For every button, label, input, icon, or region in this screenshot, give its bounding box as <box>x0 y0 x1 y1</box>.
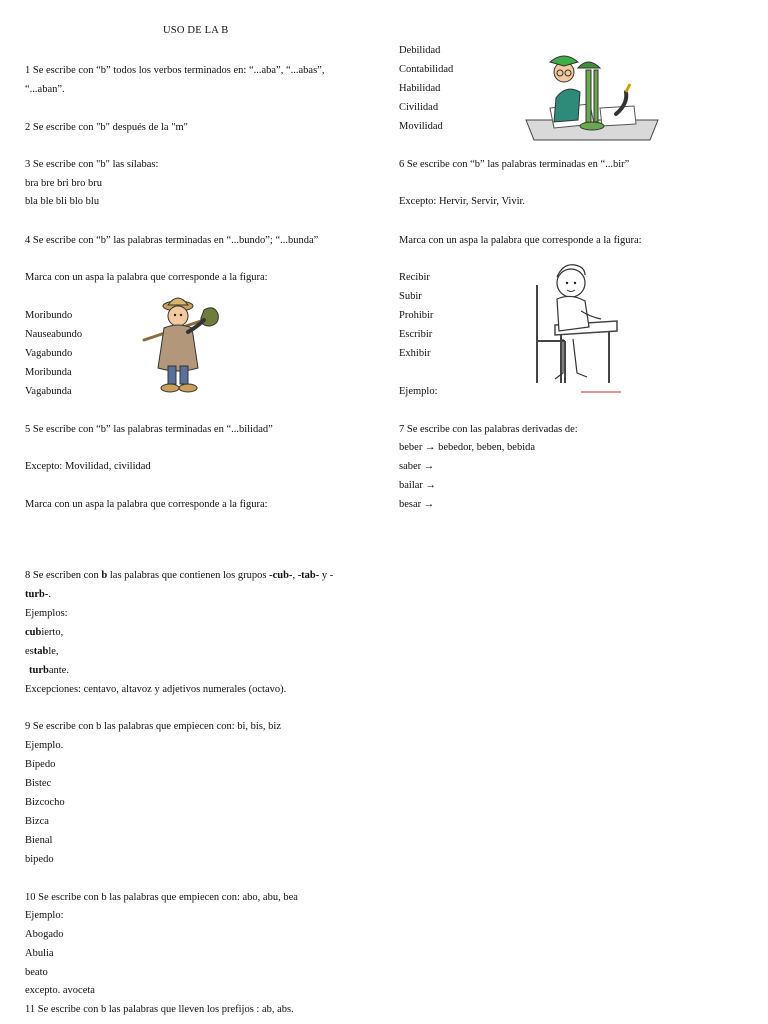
exception-10: excepto. avoceta <box>25 985 95 996</box>
rule-9: 9 Se escribe con b las palabras que empiecen con: bi, bis, biz <box>25 721 281 732</box>
rule-8-letter: b <box>101 570 108 581</box>
word-option: Vagabundo <box>25 348 73 359</box>
example-rest: le, <box>48 646 59 657</box>
instruction-mark-2: Marca con un aspa la palabra que corresponde a la figura: <box>25 499 268 510</box>
example-word: Abulia <box>25 948 54 959</box>
exceptions-8: Excepciones: centavo, altavoz y adjetivos numerales (octavo). <box>25 684 287 695</box>
word-option: Subir <box>399 291 422 302</box>
example-word: bipedo <box>25 854 54 865</box>
rule-1-line-a: 1 Se escribe con “b” todos los verbos terminados en: “...aba”, “...abas”, <box>25 65 325 76</box>
derivation: besar → <box>399 499 435 510</box>
instruction-mark-3: Marca con un aspa la palabra que corresponde a la figura: <box>399 235 642 246</box>
group-cub: -cub- <box>269 570 293 581</box>
rule-5: 5 Se escribe con “b” las palabras terminadas en “...bilidad” <box>25 424 273 435</box>
example-turbante <box>29 664 69 677</box>
exception-6: Excepto: Hervir, Servir, Vivir. <box>399 196 526 207</box>
example-word: Abogado <box>25 929 64 940</box>
example-word: Bienal <box>25 835 53 846</box>
page-title: USO DE LA B <box>163 25 229 36</box>
word-option: Contabilidad <box>399 64 454 75</box>
word-option: Prohibir <box>399 310 434 321</box>
rule-10: 10 Se escribe con b las palabras que empiecen con: abo, abu, bea <box>25 892 298 903</box>
accountant-at-desk-figure <box>520 40 664 148</box>
word-option: Escribir <box>399 329 433 340</box>
example-cubierto <box>25 626 63 639</box>
syllables-bra: bra bre bri bro bru <box>25 178 102 189</box>
word-option: Nauseabundo <box>25 329 83 340</box>
word-option: Habilidad <box>399 83 441 94</box>
rule-4: 4 Se escribe con “b” las palabras terminadas en “...bundo”; “...bunda” <box>25 235 319 246</box>
rule-8-text: 8 Se escriben con <box>25 570 102 581</box>
word-option: Recibir <box>399 272 430 283</box>
word-option: Exhibir <box>399 348 431 359</box>
rule-6: 6 Se escribe con “b” las palabras terminadas en “...bir” <box>399 159 630 170</box>
derivation: bailar → <box>399 480 437 491</box>
word-option: Movilidad <box>399 121 443 132</box>
rule-8-text: las palabras que contienen los grupos <box>107 570 270 581</box>
rule-1-line-b: “...aban”. <box>25 84 65 95</box>
rule-8-text: . <box>48 589 51 600</box>
example-word: Bistec <box>25 778 52 789</box>
example-rest: ierto, <box>41 627 64 638</box>
instruction-mark-1: Marca con un aspa la palabra que corresponde a la figura: <box>25 272 268 283</box>
rule-7: 7 Se escribe con las palabras derivadas de: <box>399 424 578 435</box>
student-writing-figure <box>525 255 627 395</box>
group-turb: turb- <box>25 589 49 600</box>
example-estable <box>25 645 59 658</box>
word-option: Moribundo <box>25 310 73 321</box>
example-rest: es <box>25 646 34 657</box>
word-option: Debilidad <box>399 45 441 56</box>
rule-8 <box>25 569 333 582</box>
example-bold: tab <box>33 646 49 657</box>
examples-label: Ejemplos: <box>25 608 68 619</box>
word-option: Moribunda <box>25 367 72 378</box>
example-word: Bizca <box>25 816 49 827</box>
exception-5: Excepto: Movilidad, civilidad <box>25 461 151 472</box>
syllables-bla: bla ble bli blo blu <box>25 196 100 207</box>
derivation: beber → bebedor, beben, bebida <box>399 442 536 453</box>
example-word: beato <box>25 967 48 978</box>
vagabond-figure <box>140 290 220 402</box>
rule-2: 2 Se escribe con "b" después de la "m" <box>25 122 188 133</box>
example-label-10: Ejemplo: <box>25 910 64 921</box>
rule-3: 3 Se escribe con "b" las sílabas: <box>25 159 159 170</box>
rule-11: 11 Se escribe con b las palabras que lleven los prefijos : ab, abs. <box>25 1004 294 1015</box>
derivation: saber → <box>399 461 435 472</box>
example-label-9: Ejemplo. <box>25 740 64 751</box>
group-tab: -tab- <box>297 570 320 581</box>
word-option: Civilidad <box>399 102 439 113</box>
rule-8-text: , <box>292 570 298 581</box>
example-bold: cub <box>25 627 42 638</box>
example-rest: ante. <box>48 665 69 676</box>
rule-8-cont <box>25 588 51 601</box>
example-word: Bípedo <box>25 759 56 770</box>
example-word: Bizcocho <box>25 797 65 808</box>
example-label-6: Ejemplo: <box>399 386 438 397</box>
example-bold: turb <box>29 665 49 676</box>
word-option: Vagabunda <box>25 386 72 397</box>
rule-8-text: y - <box>319 570 334 581</box>
